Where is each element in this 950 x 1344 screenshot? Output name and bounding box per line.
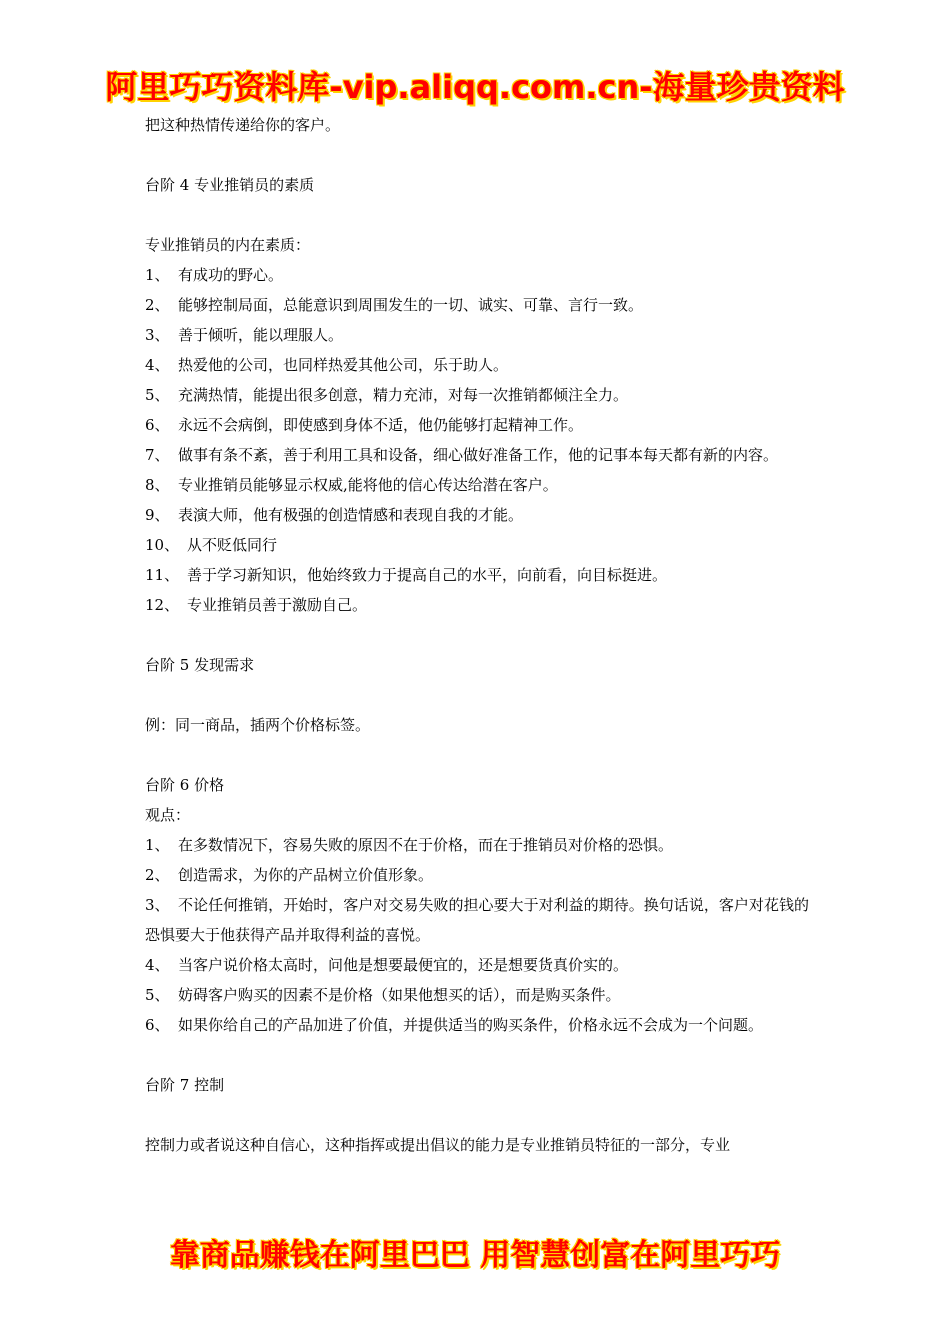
step7-title: 台阶 7 控制 <box>145 1076 225 1094</box>
list-item: 9、 表演大师，他有极强的创造情感和表现自我的才能。 <box>145 506 524 524</box>
list-item: 2、 创造需求，为你的产品树立价值形象。 <box>145 866 434 884</box>
list-item: 6、 如果你给自己的产品加进了价值，并提供适当的购买条件，价格永远不会成为一个问题。 <box>145 1016 764 1034</box>
step6-list <box>145 830 809 1040</box>
list-item: 4、 当客户说价格太高时，问他是想要最便宜的，还是想要货真价实的。 <box>145 956 629 974</box>
list-item: 10、 从不贬低同行 <box>145 536 278 554</box>
list-item: 3、 不论任何推销，开始时，客户对交易失败的担心要大于对利益的期待。换句话说，客户对花钱的恐惧要大于他获得产品并取得利益的喜悦。 <box>145 896 809 944</box>
list-item: 6、 永远不会病倒，即使感到身体不适，他仍能够打起精神工作。 <box>145 416 584 434</box>
footer-banner: 靠商品赚钱在阿里巴巴 用智慧创富在阿里巧巧 <box>169 1238 781 1273</box>
list-item: 5、 妨碍客户购买的因素不是价格（如果他想买的话），而是购买条件。 <box>145 986 621 1004</box>
list-item: 1、 有成功的野心。 <box>145 266 284 284</box>
list-item: 5、 充满热情，能提出很多创意，精力充沛，对每一次推销都倾注全力。 <box>145 386 629 404</box>
intro-line: 把这种热情传递给你的客户。 <box>145 116 341 134</box>
header-banner: 阿里巧巧资料库-vip.aliqq.com.cn-海量珍贵资料 <box>105 68 845 106</box>
list-item: 8、 专业推销员能够显示权威,能将他的信心传达给潜在客户。 <box>145 476 558 494</box>
step4-list <box>145 260 809 620</box>
list-item: 3、 善于倾听，能以理服人。 <box>145 326 344 344</box>
step4-title: 台阶 4 专业推销员的素质 <box>145 176 315 194</box>
list-item: 12、 专业推销员善于激励自己。 <box>145 596 368 614</box>
step6-subtitle: 观点： <box>145 806 191 824</box>
list-item: 7、 做事有条不紊，善于利用工具和设备，细心做好准备工作，他的记事本每天都有新的内容。 <box>145 446 779 464</box>
list-item: 2、 能够控制局面，总能意识到周围发生的一切、诚实、可靠、言行一致。 <box>145 296 644 314</box>
list-item: 4、 热爱他的公司，也同样热爱其他公司，乐于助人。 <box>145 356 509 374</box>
list-item: 1、 在多数情况下，容易失败的原因不在于价格，而在于推销员对价格的恐惧。 <box>145 836 674 854</box>
step5-title: 台阶 5 发现需求 <box>145 656 255 674</box>
step7-paragraph: 控制力或者说这种自信心，这种指挥或提出倡议的能力是专业推销员特征的一部分，专业 <box>145 1136 731 1154</box>
step6-title: 台阶 6 价格 <box>145 776 225 794</box>
list-item: 11、 善于学习新知识，他始终致力于提高自己的水平，向前看，向目标挺进。 <box>145 566 668 584</box>
document-body <box>145 110 809 1160</box>
step5-example: 例：同一商品，插两个价格标签。 <box>145 716 371 734</box>
step4-subtitle: 专业推销员的内在素质： <box>145 236 311 254</box>
